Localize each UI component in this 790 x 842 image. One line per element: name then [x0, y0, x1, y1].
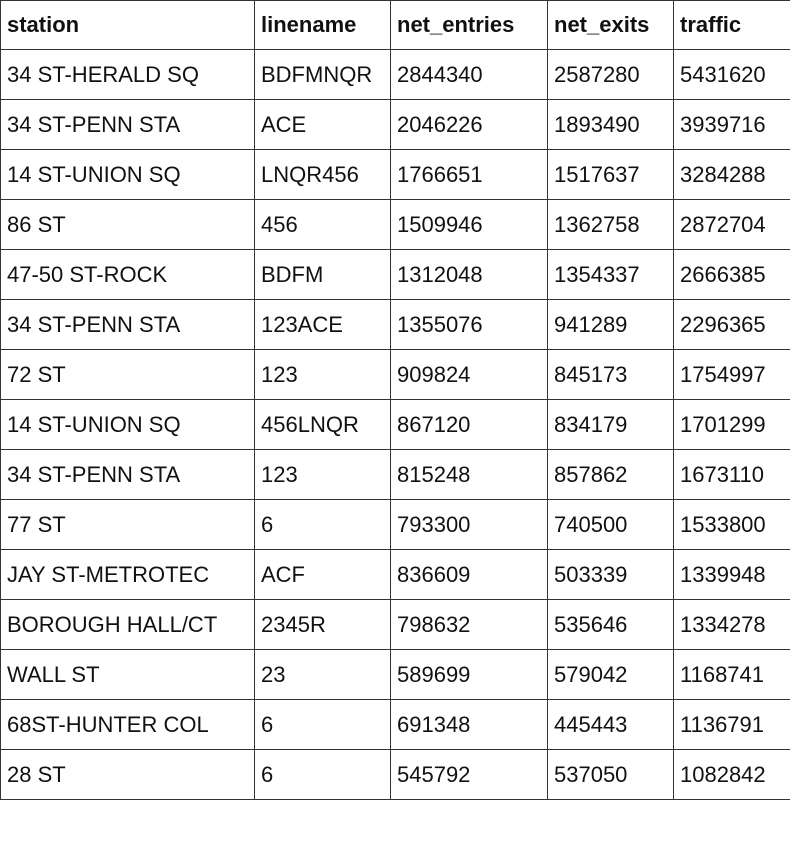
linename-cell: BDFM [255, 250, 391, 300]
table-row [1, 100, 790, 150]
linename-cell: BDFMNQR [255, 50, 391, 100]
net-exits-cell: 445443 [548, 700, 674, 750]
traffic-cell: 3939716 [674, 100, 790, 150]
linename-cell: ACF [255, 550, 391, 600]
column-header-station: station [1, 1, 255, 50]
traffic-cell: 1754997 [674, 350, 790, 400]
linename-cell: 123 [255, 450, 391, 500]
table-row [1, 300, 790, 350]
table-row [1, 250, 790, 300]
net-entries-cell: 691348 [391, 700, 548, 750]
net-exits-cell: 1354337 [548, 250, 674, 300]
table-body [1, 50, 790, 800]
table-row [1, 400, 790, 450]
net-entries-cell: 1312048 [391, 250, 548, 300]
traffic-cell: 1673110 [674, 450, 790, 500]
traffic-cell: 1701299 [674, 400, 790, 450]
column-header-traffic: traffic [674, 1, 790, 50]
linename-cell: 123ACE [255, 300, 391, 350]
traffic-cell: 3284288 [674, 150, 790, 200]
net-entries-cell: 1355076 [391, 300, 548, 350]
net-exits-cell: 1362758 [548, 200, 674, 250]
header-row [1, 1, 790, 50]
traffic-cell: 2296365 [674, 300, 790, 350]
net-entries-cell: 867120 [391, 400, 548, 450]
net-exits-cell: 845173 [548, 350, 674, 400]
station-cell: 34 ST-PENN STA [1, 100, 255, 150]
traffic-cell: 1533800 [674, 500, 790, 550]
traffic-cell: 2666385 [674, 250, 790, 300]
net-exits-cell: 535646 [548, 600, 674, 650]
net-exits-cell: 1893490 [548, 100, 674, 150]
table-row [1, 550, 790, 600]
net-entries-cell: 836609 [391, 550, 548, 600]
linename-cell: 456 [255, 200, 391, 250]
linename-cell: LNQR456 [255, 150, 391, 200]
net-entries-cell: 793300 [391, 500, 548, 550]
station-cell: 86 ST [1, 200, 255, 250]
station-cell: 34 ST-PENN STA [1, 300, 255, 350]
table-row [1, 500, 790, 550]
station-cell: 77 ST [1, 500, 255, 550]
net-exits-cell: 579042 [548, 650, 674, 700]
net-exits-cell: 537050 [548, 750, 674, 800]
net-exits-cell: 941289 [548, 300, 674, 350]
station-cell: 34 ST-HERALD SQ [1, 50, 255, 100]
linename-cell: 23 [255, 650, 391, 700]
net-entries-cell: 589699 [391, 650, 548, 700]
column-header-net-exits: net_exits [548, 1, 674, 50]
table-row [1, 600, 790, 650]
net-entries-cell: 815248 [391, 450, 548, 500]
station-cell: 14 ST-UNION SQ [1, 150, 255, 200]
table-row [1, 450, 790, 500]
linename-cell: 6 [255, 500, 391, 550]
linename-cell: 456LNQR [255, 400, 391, 450]
traffic-cell: 5431620 [674, 50, 790, 100]
linename-cell: 6 [255, 700, 391, 750]
net-exits-cell: 503339 [548, 550, 674, 600]
net-exits-cell: 740500 [548, 500, 674, 550]
table-row [1, 200, 790, 250]
column-header-net-entries: net_entries [391, 1, 548, 50]
station-cell: 47-50 ST-ROCK [1, 250, 255, 300]
net-entries-cell: 798632 [391, 600, 548, 650]
station-cell: 28 ST [1, 750, 255, 800]
net-entries-cell: 1766651 [391, 150, 548, 200]
net-entries-cell: 1509946 [391, 200, 548, 250]
station-cell: BOROUGH HALL/CT [1, 600, 255, 650]
traffic-cell: 1136791 [674, 700, 790, 750]
linename-cell: ACE [255, 100, 391, 150]
traffic-cell: 1334278 [674, 600, 790, 650]
net-exits-cell: 834179 [548, 400, 674, 450]
net-exits-cell: 2587280 [548, 50, 674, 100]
net-entries-cell: 2844340 [391, 50, 548, 100]
table-row [1, 150, 790, 200]
linename-cell: 6 [255, 750, 391, 800]
net-exits-cell: 1517637 [548, 150, 674, 200]
station-cell: 68ST-HUNTER COL [1, 700, 255, 750]
table-row [1, 50, 790, 100]
traffic-cell: 1339948 [674, 550, 790, 600]
station-cell: 34 ST-PENN STA [1, 450, 255, 500]
net-exits-cell: 857862 [548, 450, 674, 500]
linename-cell: 123 [255, 350, 391, 400]
table-row [1, 750, 790, 800]
net-entries-cell: 545792 [391, 750, 548, 800]
station-cell: WALL ST [1, 650, 255, 700]
station-cell: 14 ST-UNION SQ [1, 400, 255, 450]
column-header-linename: linename [255, 1, 391, 50]
linename-cell: 2345R [255, 600, 391, 650]
station-cell: JAY ST-METROTEC [1, 550, 255, 600]
table-row [1, 350, 790, 400]
station-cell: 72 ST [1, 350, 255, 400]
traffic-cell: 1082842 [674, 750, 790, 800]
traffic-cell: 2872704 [674, 200, 790, 250]
table-row [1, 650, 790, 700]
net-entries-cell: 909824 [391, 350, 548, 400]
traffic-cell: 1168741 [674, 650, 790, 700]
net-entries-cell: 2046226 [391, 100, 548, 150]
table-row [1, 700, 790, 750]
